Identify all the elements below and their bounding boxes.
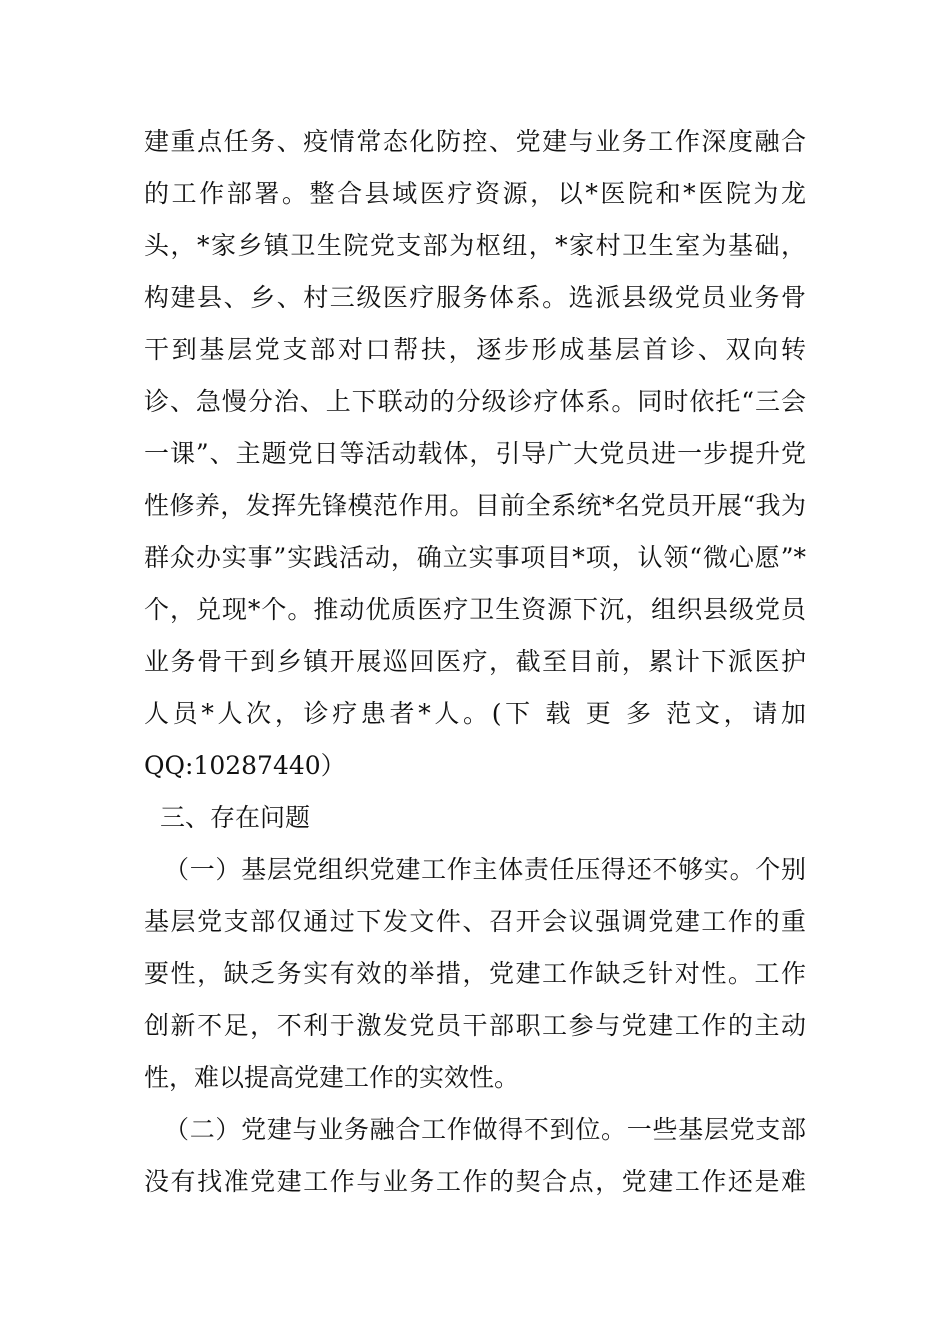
body-line: 头，*家乡镇卫生院党支部为枢纽，*家村卫生室为基础，: [144, 231, 806, 260]
body-line: 要性，缺乏务实有效的举措，党建工作缺乏针对性。工作: [144, 959, 806, 988]
body-line: 的工作部署。整合县域医疗资源，以*医院和*医院为龙: [144, 179, 806, 208]
body-line: 性修养，发挥先锋模范作用。目前全系统*名党员开展“我为: [144, 491, 806, 520]
body-line: 创新不足，不利于激发党员干部职工参与党建工作的主动: [144, 1011, 806, 1040]
body-line: 一课”、主题党日等活动载体，引导广大党员进一步提升党: [144, 439, 806, 468]
body-line-qq: QQ:10287440）: [144, 751, 346, 780]
body-line: 基层党支部仅通过下发文件、召开会议强调党建工作的重: [144, 907, 806, 936]
subsection-line: （二）党建与业务融合工作做得不到位。一些基层党支部: [164, 1115, 806, 1144]
body-line: 人员*人次，诊疗患者*人。(下 载 更 多 范文，请加: [144, 699, 806, 728]
body-line: 性，难以提高党建工作的实效性。: [144, 1063, 520, 1092]
document-body: [144, 116, 806, 1208]
body-line: 个，兑现*个。推动优质医疗卫生资源下沉，组织县级党员: [144, 595, 806, 624]
body-line: 构建县、乡、村三级医疗服务体系。选派县级党员业务骨: [144, 283, 806, 312]
body-line: 群众办实事”实践活动，确立实事项目*项，认领“微心愿”*: [144, 543, 806, 572]
section-heading: 三、存在问题: [160, 803, 311, 832]
subsection-line: （一）基层党组织党建工作主体责任压得还不够实。个别: [164, 855, 806, 884]
body-line: 诊、急慢分治、上下联动的分级诊疗体系。同时依托“三会: [144, 387, 806, 416]
body-line: 干到基层党支部对口帮扶，逐步形成基层首诊、双向转: [144, 335, 806, 364]
body-line: 没有找准党建工作与业务工作的契合点，党建工作还是难: [144, 1167, 806, 1196]
body-line: 业务骨干到乡镇开展巡回医疗，截至目前，累计下派医护: [144, 647, 806, 676]
body-line: 建重点任务、疫情常态化防控、党建与业务工作深度融合: [144, 127, 806, 156]
